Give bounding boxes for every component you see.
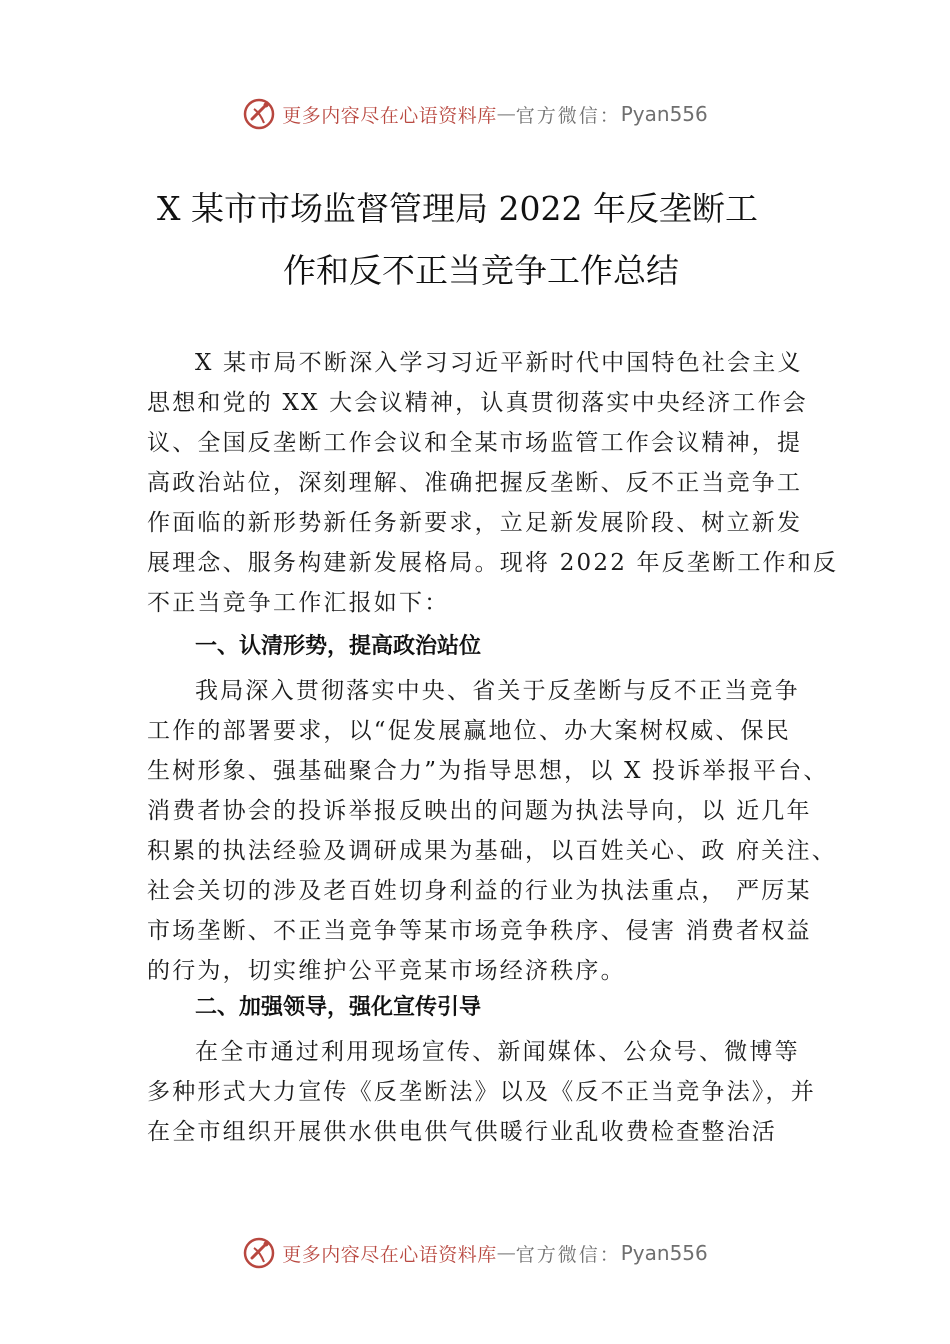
text-line: 工作的部署要求，以“促发展赢地位、办大案树权威、保民 (147, 718, 791, 744)
text-line: 生树形象、强基础聚合力”为指导思想，以 X 投诉举报平台、 (147, 758, 829, 784)
text-line: 思想和党的 XX 大会议精神，认真贯彻落实中央经济工作会 (147, 390, 808, 416)
section-1-heading: 一、认清形势，提高政治站位 (195, 634, 482, 659)
watermark-banner-bottom (0, 1233, 950, 1273)
section-2-paragraph (147, 1032, 819, 1152)
section-2-heading: 二、加强领导，强化宣传引导 (195, 995, 482, 1020)
section-1-paragraph (147, 671, 837, 991)
text-line: 消费者协会的投诉举报反映出的问题为执法导向，以 近几年 (147, 798, 812, 824)
brand-logo-icon (242, 97, 276, 131)
text-line: 多种形式大力宣传《反垄断法》以及《反不正当竞争法》，并 (147, 1079, 816, 1105)
text-line: 不正当竞争工作汇报如下： (147, 590, 450, 616)
watermark-wechat-label: 官方微信： (515, 1243, 621, 1266)
brand-logo-icon (242, 1236, 276, 1270)
watermark-brand-text: 更多内容尽在心语资料库 (282, 104, 497, 127)
watermark-dash: — (496, 103, 516, 125)
text-line: 在全市通过利用现场宣传、新闻媒体、公众号、微博等 (195, 1039, 800, 1065)
watermark-wechat-id: Pyan556 (620, 102, 708, 126)
text-line: 在全市组织开展供水供电供气供暖行业乱收费检查整治活 (147, 1119, 777, 1145)
text-line: 作面临的新形势新任务新要求，立足新发展阶段、树立新发 (147, 510, 803, 536)
watermark-wechat-label: 官方微信： (515, 104, 621, 127)
text-line: 市场垄断、不正当竞争等某市场竞争秩序、侵害 消费者权益 (147, 918, 812, 944)
watermark-dash: — (496, 1242, 516, 1264)
watermark-banner-top (0, 94, 950, 134)
text-line: X 某市局不断深入学习习近平新时代中国特色社会主义 (195, 350, 803, 376)
text-line: 积累的执法经验及调研成果为基础，以百姓关心、政 府关注、 (147, 838, 837, 864)
text-line: 我局深入贯彻落实中央、省关于反垄断与反不正当竞争 (195, 678, 800, 704)
intro-paragraph (147, 343, 839, 623)
text-line: 高政治站位，深刻理解、准确把握反垄断、反不正当竞争工 (147, 470, 803, 496)
text-line: 的行为，切实维护公平竞某市场经济秩序。 (147, 958, 626, 984)
text-line: 社会关切的涉及老百姓切身利益的行业为执法重点， 严厉某 (147, 878, 812, 904)
document-title-line-2: 作和反不正当竞争工作总结 (283, 251, 679, 290)
watermark-brand-text: 更多内容尽在心语资料库 (282, 1243, 497, 1266)
text-line: 议、全国反垄断工作会议和全某市场监管工作会议精神，提 (147, 430, 803, 456)
watermark-wechat-id: Pyan556 (620, 1241, 708, 1265)
text-line: 展理念、服务构建新发展格局。现将 2022 年反垄断工作和反 (147, 550, 839, 576)
document-title-line-1: X 某市市场监督管理局 2022 年反垄断工 (157, 189, 758, 228)
